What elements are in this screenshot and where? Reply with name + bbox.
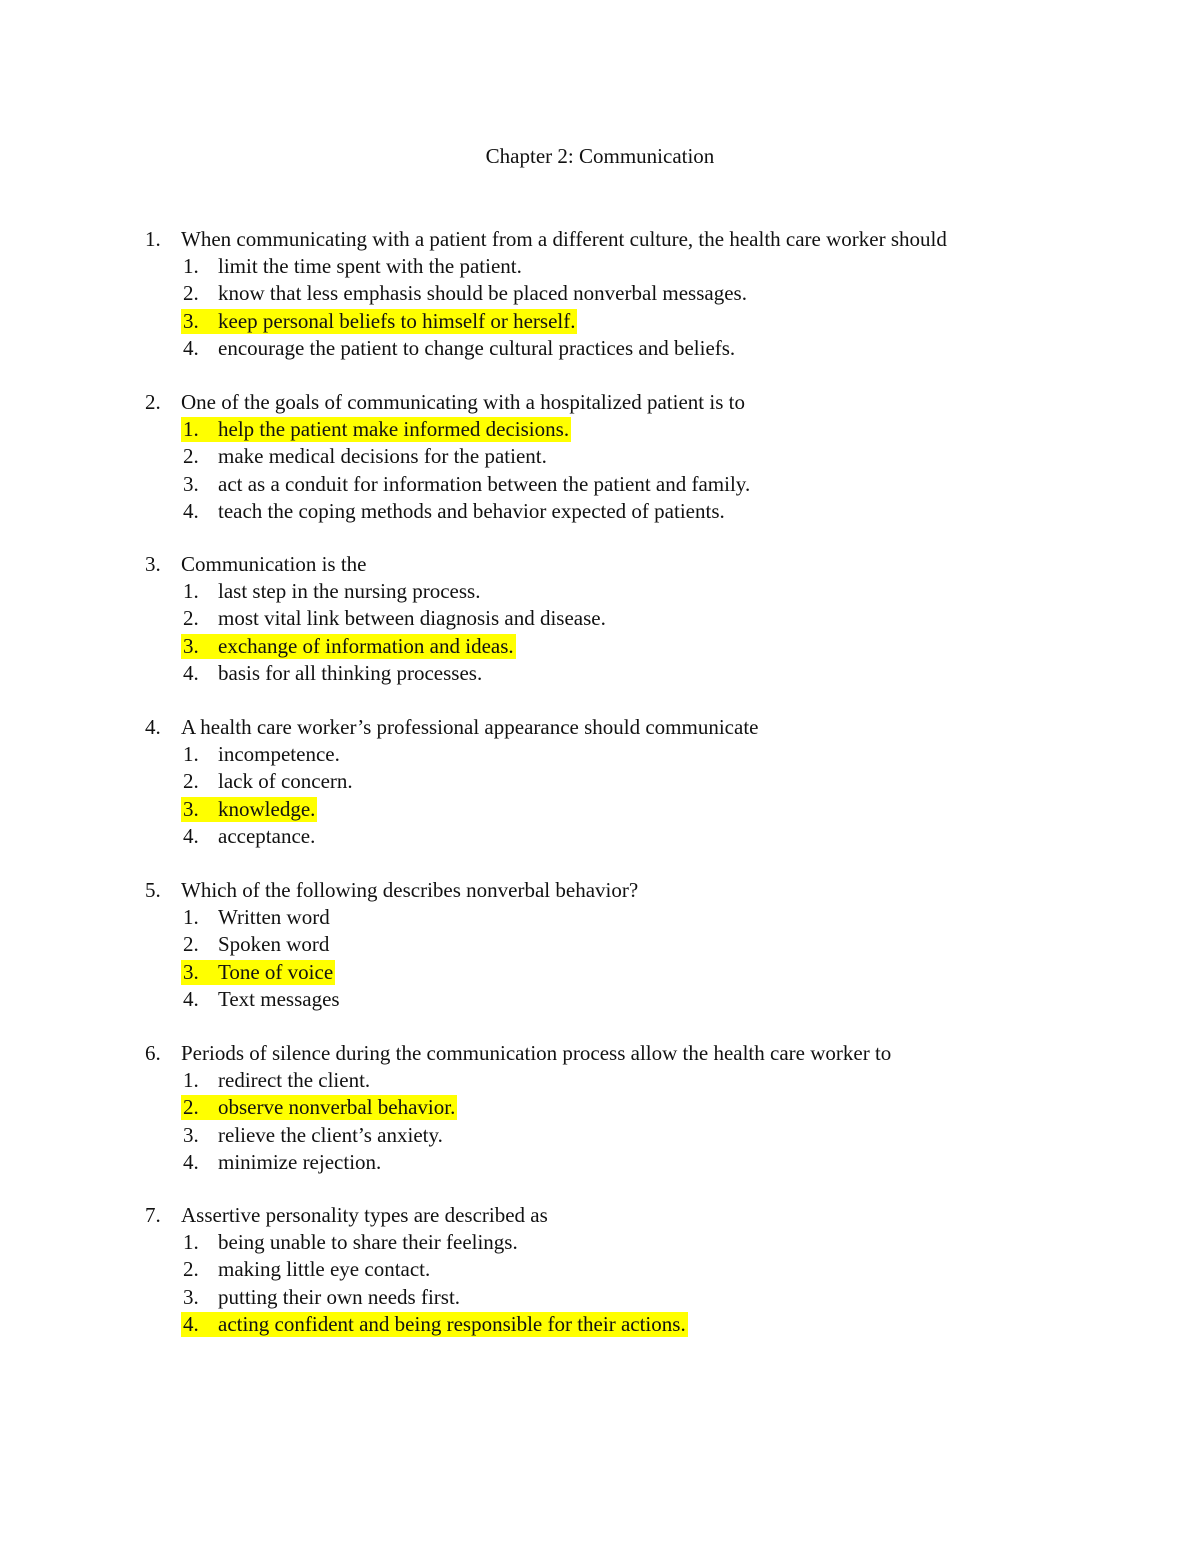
question-stem	[0, 1202, 1200, 1229]
option-text: making little eye contact.	[218, 1257, 431, 1282]
answer-option-row	[0, 904, 1200, 931]
question-stem	[0, 1040, 1200, 1067]
option-number: 2.	[183, 606, 199, 631]
option-text: being unable to share their feelings.	[218, 1230, 518, 1255]
question-text: Which of the following describes nonverbal behavior?	[181, 878, 639, 902]
question-stem	[0, 877, 1200, 904]
answer-option-row	[0, 471, 1200, 498]
option-text: putting their own needs first.	[218, 1284, 461, 1309]
answer-option	[181, 281, 747, 306]
option-text: acceptance.	[218, 823, 316, 848]
answer-option	[181, 1230, 518, 1255]
option-text: encourage the patient to change cultural practices and beliefs.	[218, 335, 736, 360]
question-number: 7.	[145, 1203, 161, 1227]
option-number: 1.	[183, 1068, 199, 1093]
question-text: A health care worker’s professional appearance should communicate	[181, 715, 759, 739]
option-text: Text messages	[218, 986, 340, 1011]
answer-option-highlighted	[181, 960, 335, 985]
option-text: acting confident and being responsible for their actions.	[218, 1311, 686, 1336]
answer-option	[181, 499, 725, 524]
option-number: 3.	[183, 1284, 199, 1309]
answer-option-row	[0, 1311, 1200, 1338]
answer-option-row	[0, 633, 1200, 660]
question-stem	[0, 226, 1200, 253]
option-number: 3.	[183, 471, 199, 496]
answer-option-highlighted	[181, 1312, 688, 1337]
option-number: 3.	[183, 959, 199, 984]
page-title: Chapter 2: Communication	[485, 144, 715, 168]
answer-option	[181, 987, 340, 1012]
option-number: 3.	[183, 308, 199, 333]
question-stem	[0, 714, 1200, 741]
answer-option-row	[0, 1229, 1200, 1256]
answer-option	[181, 254, 522, 279]
question-2	[0, 389, 1200, 525]
answer-option-row	[0, 741, 1200, 768]
answer-option-highlighted	[181, 1095, 457, 1120]
answer-option-row	[0, 986, 1200, 1013]
question-number: 3.	[145, 552, 161, 576]
question-text: One of the goals of communicating with a hospitalized patient is to	[181, 390, 745, 414]
question-text: Periods of silence during the communication process allow the health care worker to	[181, 1041, 892, 1065]
answer-option-row	[0, 1094, 1200, 1121]
answer-option	[181, 661, 482, 686]
question-5	[0, 877, 1200, 1013]
answer-option	[181, 769, 353, 794]
option-number: 3.	[183, 1122, 199, 1147]
option-text: lack of concern.	[218, 769, 353, 794]
question-6	[0, 1040, 1200, 1176]
option-number: 4.	[183, 660, 199, 685]
option-number: 2.	[183, 769, 199, 794]
option-text: knowledge.	[218, 796, 316, 821]
answer-option	[181, 742, 340, 767]
answer-option-row	[0, 335, 1200, 362]
option-text: relieve the client’s anxiety.	[218, 1122, 443, 1147]
option-text: know that less emphasis should be placed nonverbal messages.	[218, 281, 747, 306]
option-number: 4.	[183, 1311, 199, 1336]
option-text: Written word	[218, 905, 330, 930]
option-number: 2.	[183, 932, 199, 957]
option-text: teach the coping methods and behavior expected of patients.	[218, 498, 725, 523]
option-number: 1.	[183, 417, 199, 442]
question-7	[0, 1202, 1200, 1338]
answer-option	[181, 579, 480, 604]
answer-option-row	[0, 416, 1200, 443]
answer-option	[181, 472, 750, 497]
option-number: 1.	[183, 905, 199, 930]
option-number: 4.	[183, 823, 199, 848]
answer-option	[181, 1257, 430, 1282]
option-text: make medical decisions for the patient.	[218, 444, 547, 469]
option-text: exchange of information and ideas.	[218, 633, 514, 658]
answer-option-row	[0, 253, 1200, 280]
answer-option	[181, 1068, 370, 1093]
answer-option-row	[0, 1284, 1200, 1311]
answer-option	[181, 1150, 381, 1175]
question-text: When communicating with a patient from a different culture, the health care worker should	[181, 227, 947, 251]
answer-option-row	[0, 660, 1200, 687]
option-number: 1.	[183, 742, 199, 767]
answer-option-row	[0, 1256, 1200, 1283]
question-text: Communication is the	[181, 552, 367, 576]
option-number: 3.	[183, 796, 199, 821]
question-number: 5.	[145, 878, 161, 902]
answer-option-row	[0, 959, 1200, 986]
answer-option	[181, 1123, 443, 1148]
answer-option	[181, 932, 329, 957]
option-text: keep personal beliefs to himself or herself.	[218, 308, 576, 333]
answer-option-row	[0, 823, 1200, 850]
answer-option-row	[0, 931, 1200, 958]
answer-option-row	[0, 443, 1200, 470]
answer-option	[181, 444, 547, 469]
question-number: 4.	[145, 715, 161, 739]
question-stem	[0, 389, 1200, 416]
question-text: Assertive personality types are described as	[181, 1203, 548, 1227]
option-number: 1.	[183, 579, 199, 604]
answer-option-row	[0, 768, 1200, 795]
answer-option-row	[0, 605, 1200, 632]
question-3	[0, 551, 1200, 687]
question-number: 2.	[145, 390, 161, 414]
option-text: limit the time spent with the patient.	[218, 254, 522, 279]
answer-option	[181, 1285, 460, 1310]
answer-option-row	[0, 308, 1200, 335]
question-4	[0, 714, 1200, 850]
option-text: last step in the nursing process.	[218, 579, 481, 604]
option-text: incompetence.	[218, 742, 340, 767]
question-number: 6.	[145, 1041, 161, 1065]
answer-option-row	[0, 578, 1200, 605]
question-number: 1.	[145, 227, 161, 251]
option-text: act as a conduit for information between the patient and family.	[218, 471, 751, 496]
option-text: minimize rejection.	[218, 1149, 382, 1174]
option-number: 2.	[183, 1257, 199, 1282]
option-number: 2.	[183, 1095, 199, 1120]
option-text: Tone of voice	[218, 959, 334, 984]
answer-option-row	[0, 498, 1200, 525]
question-stem	[0, 551, 1200, 578]
option-text: basis for all thinking processes.	[218, 660, 483, 685]
answer-option-row	[0, 1067, 1200, 1094]
option-text: observe nonverbal behavior.	[218, 1095, 456, 1120]
option-text: help the patient make informed decisions.	[218, 417, 570, 442]
option-text: most vital link between diagnosis and disease.	[218, 606, 606, 631]
answer-option-row	[0, 1149, 1200, 1176]
answer-option	[181, 606, 606, 631]
answer-option-highlighted	[181, 797, 317, 822]
option-text: redirect the client.	[218, 1068, 371, 1093]
option-number: 4.	[183, 986, 199, 1011]
answer-option-row	[0, 796, 1200, 823]
answer-option	[181, 905, 330, 930]
option-number: 1.	[183, 1230, 199, 1255]
answer-option-row	[0, 1122, 1200, 1149]
question-1	[0, 226, 1200, 362]
answer-option	[181, 824, 315, 849]
answer-option-highlighted	[181, 634, 516, 659]
option-number: 3.	[183, 633, 199, 658]
option-number: 4.	[183, 1149, 199, 1174]
answer-option-highlighted	[181, 309, 577, 334]
answer-option	[181, 336, 735, 361]
option-number: 4.	[183, 335, 199, 360]
option-number: 2.	[183, 281, 199, 306]
answer-option-row	[0, 280, 1200, 307]
option-number: 1.	[183, 254, 199, 279]
option-number: 4.	[183, 498, 199, 523]
answer-option-highlighted	[181, 417, 571, 442]
option-number: 2.	[183, 444, 199, 469]
option-text: Spoken word	[218, 932, 330, 957]
